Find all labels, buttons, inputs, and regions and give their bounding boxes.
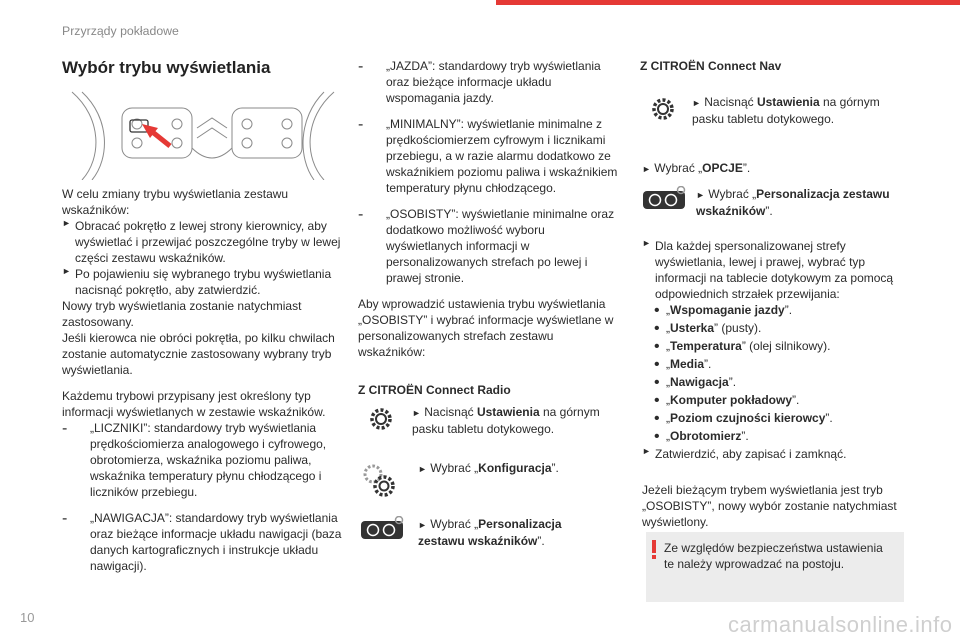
bullet-dot: • [654,428,660,445]
nav-step-personalize: ► Wybrać „Personalizacja zestawu wskaźników”. [642,186,896,219]
paragraph-types: Każdemu trybowi przypisany jest określony typ informacji wyświetlanych w zestawie wskaźników. [62,389,326,419]
page-title: Wybór trybu wyświetlania [62,58,271,77]
middle-column [358,58,620,398]
bullet-dot: • [654,410,660,427]
nav-heading: Z CITROËN Connect Nav [640,59,782,73]
mode-minimalny: - „MINIMALNY”: wyświetlanie minimalne z prędkościomierzem cyfrowym i licznikami przebiegu, a w razie alarmu dodatkowo ze wskaźnikiem poziomu paliwa i wskaźnikiem temperatury płynu chłodzącego. [358,116,618,195]
step-1: ► Obracać pokrętło z lewej strony kierownicy, aby wyświetlać i przewijać poszczególne tryby w lewej części zestawu wskaźników. [62,218,341,265]
step-2: ► Po pojawieniu się wybranego trybu wyświetlania nacisnąć pokrętło, aby zatwierdzić. [62,266,332,297]
arrow-bullet-icon: ► [642,238,651,248]
bullet-dot: • [654,356,660,373]
bullet-dot: • [654,392,660,409]
paragraph-auto: Jeśli kierowca nie obróci pokrętła, po kilku chwilach zostanie automatycznie zastosowany wybrany tryb wyświetlania. [62,331,335,377]
left-column [62,186,352,574]
mode-liczniki: - „LICZNIKI”: standardowy tryb wyświetlania prędkościomierza analogowego i cyfrowego, obrotomierza, wskaźnika poziomu paliwa, wskaźnika temperatury płynu chłodzącego i liczników przebiegu. [62,420,327,499]
watermark: carmanualsonline.info [728,612,953,637]
info-type-item: • „Obrotomierz”. [654,428,749,445]
radio-heading: Z CITROËN Connect Radio [358,383,511,397]
paragraph-applied: Nowy tryb wyświetlania zostanie natychmiast zastosowany. [62,299,302,329]
page-number: 10 [20,610,35,625]
arrow-bullet-icon: ► [692,98,701,108]
arrow-bullet-icon: ► [62,218,71,228]
arrow-bullet-icon: ► [62,266,71,276]
arrow-bullet-icon: ► [642,446,651,456]
info-type-list [642,302,904,446]
paragraph-current-mode: Jeżeli bieżącym trybem wyświetlania jest tryb „OSOBISTY”, nowy wybór zostanie natychmiast wyświetlony. [642,483,897,529]
instrument-cluster-icon [360,516,404,542]
info-type-item: • „Nawigacja”. [654,374,737,391]
info-type-item: • „Poziom czujności kierowcy”. [654,410,833,427]
double-gear-icon [360,460,400,500]
mode-osobisty: - „OSOBISTY”: wyświetlanie minimalne oraz dodatkowo możliwość wyboru wyświetlanych informacji w personalizowanych strefach po lewej i prawej stronie. [358,206,615,285]
info-type-item: • „Media”. [654,356,712,373]
info-type-item: • „Temperatura” (olej silnikowy). [654,338,831,355]
radio-step-config: ► Wybrać „Konfiguracja”. [360,460,608,500]
nav-step-settings: ► Nacisnąć Ustawienia na górnym pasku tabletu dotykowego. [648,94,892,127]
info-type-item: • „Wspomaganie jazdy”. [654,302,793,319]
arrow-bullet-icon: ► [418,520,427,530]
bullet-dot: • [654,320,660,337]
header-accent-bar [496,0,960,5]
bullet-dot: • [654,302,660,319]
instrument-cluster-icon [642,186,686,212]
arrow-bullet-icon: ► [418,464,427,474]
bullet-dot: • [654,374,660,391]
steering-wheel-illustration [62,88,346,180]
gear-icon [648,94,678,124]
info-type-item: • „Usterka” (pusty). [654,320,762,337]
exclamation-icon [650,540,658,560]
mode-jazda: - „JAZDA”: standardowy tryb wyświetlania oraz bieżące informacje układu wspomagania jazdy. [358,58,601,105]
steering-wheel-icon [62,88,346,180]
arrow-bullet-icon: ► [412,408,421,418]
arrow-bullet-icon: ► [696,190,705,200]
nav-step-zones: ► Dla każdej spersonalizowanej strefy wyświetlania, lewej i prawej, wybrać typ informacji na tablecie dotykowym za pomocą odpowiednich strzałek przewijania: • „Wspomaganie jazdy”. • „Usterka” (pusty). • „Temperatura” (olej silnikowy). • „Media”. • „Nawigacja”. • „Komputer pokładowy”. • „Poziom czujności kierowcy”. • „Obrotomierz”. ► Zatwierdzić, aby zapisać i zamknąć. Jeżeli bieżącym trybem wyświetlania jest tryb „OSOBISTY”, nowy wybór zostanie natychmiast wyświetlony. [642,238,904,530]
warning-text: Ze względów bezpieczeństwa ustawienia te należy wprowadzać na postoju. [664,541,883,571]
gear-icon [366,404,396,434]
info-type-item: • „Komputer pokładowy”. [654,392,800,409]
nav-step-confirm: ► Zatwierdzić, aby zapisać i zamknąć. [642,446,847,461]
bullet-dot: • [654,338,660,355]
nav-step-options: ► Wybrać „OPCJE”. [642,161,751,175]
radio-step-personalize: ► Wybrać „Personalizacja zestawu wskaźników”. [360,516,608,549]
mode-nawigacja: - „NAWIGACJA”: standardowy tryb wyświetlania oraz bieżące informacje układu nawigacji (baza danych kartograficznych i instrukcje układu nawigacji). [62,510,342,573]
arrow-bullet-icon: ► [642,164,651,174]
section-title: Przyrządy pokładowe [62,24,179,38]
warning-box [646,532,904,602]
intro-text: W celu zmiany trybu wyświetlania zestawu wskaźników: [62,187,289,217]
paragraph-osobisty: Aby wprowadzić ustawienia trybu wyświetlania „OSOBISTY” i wybrać informacje wyświetlane w personalizowanych strefach zestawu wskaźników: [358,297,614,359]
radio-step-settings: ► Nacisnąć Ustawienia na górnym pasku tabletu dotykowego. [366,404,602,437]
